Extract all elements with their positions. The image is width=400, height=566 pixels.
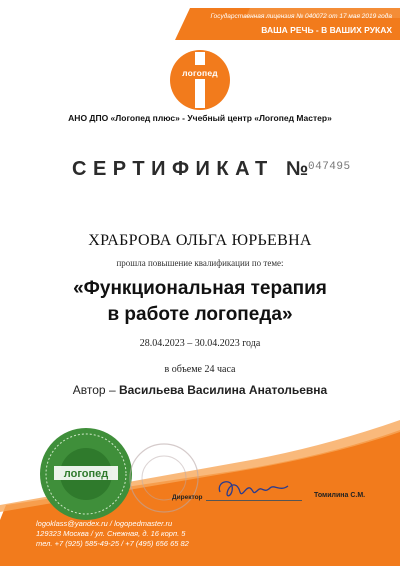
certificate-number: 047495 bbox=[308, 161, 351, 173]
contact-email-site: logoklass@yandex.ru / logopedmaster.ru bbox=[36, 519, 173, 528]
contacts-block bbox=[36, 519, 189, 549]
recipient-name: ХРАБРОВА ОЛЬГА ЮРЬЕВНА bbox=[88, 232, 312, 249]
course-dates: 28.04.2023 – 30.04.2023 года bbox=[139, 338, 261, 349]
logoped-logo-icon bbox=[168, 48, 232, 112]
certificate-title: СЕРТИФИКАТ № bbox=[72, 158, 315, 180]
course-volume: в объеме 24 часа bbox=[164, 364, 236, 375]
author-label: Автор – bbox=[72, 383, 116, 397]
passed-text: прошла повышение квалификации по теме: bbox=[116, 258, 284, 268]
director-name: Томилина С.М. bbox=[314, 492, 366, 499]
director-label: Директор bbox=[172, 494, 203, 501]
faint-stamp-icon bbox=[126, 440, 202, 516]
contact-address: 129323 Москва / ул. Снежная, д. 16 корп. 5 bbox=[36, 529, 186, 538]
author-line bbox=[0, 383, 400, 397]
slogan-text: ВАША РЕЧЬ - В ВАШИХ РУКАХ bbox=[261, 25, 392, 35]
organization-name: АНО ДПО «Логопед плюс» - Учебный центр «Логопед Мастер» bbox=[68, 113, 332, 123]
signature-icon bbox=[214, 474, 292, 504]
topic-line-2: в работе логопеда» bbox=[107, 304, 293, 325]
green-stamp-icon bbox=[38, 426, 134, 522]
author-name: Васильева Василина Анатольевна bbox=[118, 383, 328, 397]
logo-label: логопед bbox=[182, 68, 218, 78]
contact-phones: тел. +7 (925) 585-49-25 / +7 (495) 656 65 82 bbox=[36, 539, 189, 548]
stamp-label: логопед bbox=[63, 468, 109, 480]
topic-line-1: «Функциональная терапия bbox=[73, 278, 327, 299]
license-text: Государственная лицензия № 040072 от 17 мая 2019 года bbox=[210, 13, 392, 20]
